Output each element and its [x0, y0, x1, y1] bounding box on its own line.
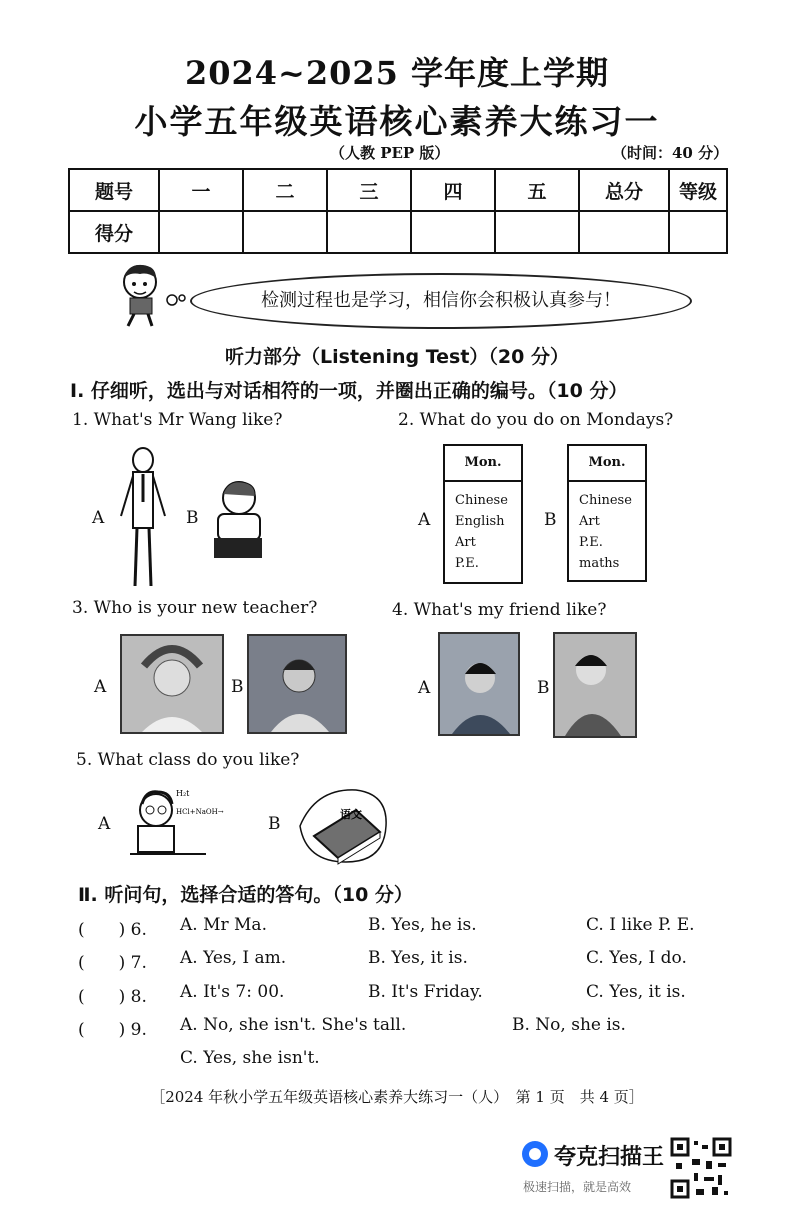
score-table-header-row — [69, 169, 727, 211]
scanner-logo-icon — [522, 1141, 548, 1167]
q7-option-b: B. Yes, it is. — [368, 948, 468, 968]
book-label: 语文 — [340, 808, 362, 821]
score-cell: 总分 — [579, 169, 669, 211]
timetable-a-item: P.E. — [455, 556, 479, 571]
teacher-photo-b — [247, 634, 347, 734]
question-1: 1. What's Mr Wang like? — [72, 410, 283, 430]
option-a-label[interactable]: A — [418, 678, 431, 698]
option-a-label[interactable]: A — [94, 677, 107, 697]
friend-photo-b — [553, 632, 637, 738]
timetable-b — [567, 444, 647, 582]
q8-option-c: C. Yes, it is. — [586, 982, 686, 1002]
score-cell: 题号 — [69, 169, 159, 211]
edition-label: （人教 PEP 版） — [330, 144, 450, 162]
timetable-a-item: Chinese — [455, 493, 508, 508]
option-b-label[interactable]: B — [186, 508, 199, 528]
score-input-cell[interactable] — [327, 211, 411, 253]
q8-option-b: B. It's Friday. — [368, 982, 483, 1002]
q8-number[interactable]: ( ) 8. — [78, 987, 147, 1007]
timetable-a-item: English — [455, 514, 505, 529]
timetable-a — [443, 444, 523, 584]
option-b-label[interactable]: B — [268, 814, 281, 834]
tall-thin-man-illustration — [115, 446, 171, 596]
timetable-a-day: Mon. — [445, 446, 521, 482]
encouragement-bubble: 检测过程也是学习，相信你会积极认真参与！ — [190, 273, 692, 329]
q9-option-b: B. No, she is. — [512, 1015, 626, 1035]
question-4: 4. What's my friend like? — [392, 600, 607, 620]
score-cell: 一 — [159, 169, 243, 211]
q6-option-b: B. Yes, he is. — [368, 915, 477, 935]
timetable-b-item: P.E. — [579, 535, 603, 550]
board-text-2: HCl+NaOH→ — [176, 808, 224, 816]
score-cell: 五 — [495, 169, 579, 211]
option-a-label[interactable]: A — [418, 510, 431, 530]
scanner-brand: 夸克扫描王 — [554, 1145, 665, 1170]
q6-option-c: C. I like P. E. — [586, 915, 695, 935]
q7-number[interactable]: ( ) 7. — [78, 953, 147, 973]
score-table-score-row — [69, 211, 727, 253]
score-cell: 三 — [327, 169, 411, 211]
q6-option-a: A. Mr Ma. — [180, 915, 267, 935]
teacher-photo-a — [120, 634, 224, 734]
q7-option-c: C. Yes, I do. — [586, 948, 687, 968]
option-b-label[interactable]: B — [537, 678, 550, 698]
exam-title-year: 2024~2025 学年度上学期 — [184, 54, 610, 92]
score-input-cell[interactable] — [243, 211, 327, 253]
option-b-label[interactable]: B — [231, 677, 244, 697]
cartoon-boy-illustration — [110, 262, 190, 330]
question-5: 5. What class do you like? — [76, 750, 300, 770]
timetable-b-item: Art — [579, 514, 600, 529]
option-a-label[interactable]: A — [92, 508, 105, 528]
score-input-cell[interactable] — [669, 211, 727, 253]
q8-option-a: A. It's 7: 00. — [180, 982, 285, 1002]
score-row-label: 得分 — [69, 211, 159, 253]
friend-photo-a — [438, 632, 520, 736]
timetable-b-item: maths — [579, 556, 620, 571]
timetable-b-day: Mon. — [569, 446, 645, 482]
short-fat-man-illustration — [206, 478, 272, 562]
score-input-cell[interactable] — [495, 211, 579, 253]
q9-option-c: C. Yes, she isn't. — [180, 1048, 320, 1068]
page-footer: ［2024 年秋小学五年级英语核心素养大练习一（人） 第 1 页 共 4 页］ — [150, 1088, 644, 1106]
q9-number[interactable]: ( ) 9. — [78, 1020, 147, 1040]
score-cell: 等级 — [669, 169, 727, 211]
score-input-cell[interactable] — [411, 211, 495, 253]
board-text-1: H₂t — [176, 789, 190, 798]
chinese-book-illustration — [296, 786, 390, 866]
score-table — [68, 168, 728, 254]
exam-title: 小学五年级英语核心素养大练习一 — [134, 102, 660, 141]
time-label: （时间：40 分） — [612, 144, 729, 162]
chemistry-student-illustration — [126, 782, 226, 862]
question-3: 3. Who is your new teacher? — [72, 598, 318, 618]
score-input-cell[interactable] — [159, 211, 243, 253]
q9-option-a: A. No, she isn't. She's tall. — [180, 1015, 407, 1035]
q6-number[interactable]: ( ) 6. — [78, 920, 147, 940]
option-b-label[interactable]: B — [544, 510, 557, 530]
scanner-slogan: 极速扫描，就是高效 — [523, 1180, 632, 1194]
timetable-b-item: Chinese — [579, 493, 632, 508]
score-cell: 四 — [411, 169, 495, 211]
listening-section-title: 听力部分（Listening Test）（20 分） — [225, 346, 569, 368]
timetable-a-item: Art — [455, 535, 476, 550]
score-cell: 二 — [243, 169, 327, 211]
score-input-cell[interactable] — [579, 211, 669, 253]
option-a-label[interactable]: A — [98, 814, 111, 834]
qr-code-icon[interactable] — [670, 1137, 732, 1199]
section1-title: Ⅰ. 仔细听，选出与对话相符的一项，并圈出正确的编号。（10 分） — [70, 380, 628, 402]
question-2: 2. What do you do on Mondays? — [398, 410, 674, 430]
q7-option-a: A. Yes, I am. — [180, 948, 287, 968]
section2-title: Ⅱ. 听问句，选择合适的答句。（10 分） — [78, 884, 413, 906]
